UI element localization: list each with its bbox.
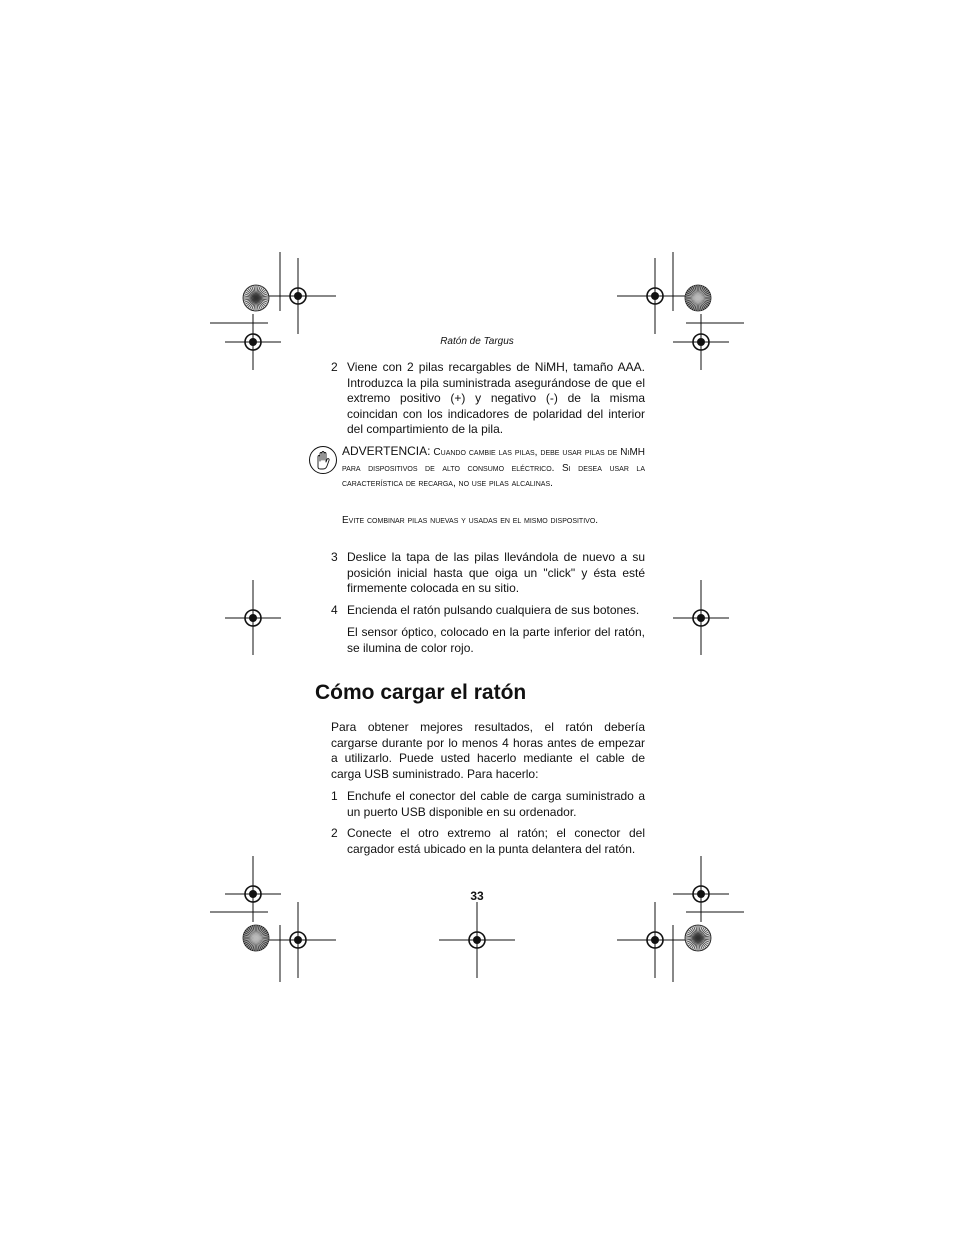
page-number: 33 xyxy=(470,889,484,903)
list-item-charge-step-1: 1 Enchufe el conector del cable de carga suministrado a un puerto USB disponible en su ordenador. xyxy=(331,789,645,819)
color-target-icon xyxy=(685,285,711,311)
list-item-step-3: 3 Deslice la tapa de las pilas llevándola de nuevo a su posición inicial hasta que oiga un "click" y ésta esté firmemente colocada en su sitio. xyxy=(331,550,645,596)
list-item-charge-step-2: 2 Conecte el otro extremo al ratón; el conector del cargador está ubicado en la punta delantera del ratón. xyxy=(331,826,645,856)
warning-note xyxy=(342,444,645,492)
registration-mark-icon xyxy=(260,902,336,978)
hand-stop-icon xyxy=(308,445,338,475)
warning-label: ADVERTENCIA: xyxy=(342,444,431,458)
warning-text: Cuando cambie las pilas, debe usar pilas de NiMH para dispositivos de alto consumo eléctrico. Si desea usar la característica de recarga, no use pilas alcalinas. xyxy=(342,447,645,489)
list-item-step-2: 2 Viene con 2 pilas recargables de NiMH, tamaño AAA. Introduzca la pila suministrada asegurándose de que el extremo positivo (+) y negativo (-) de la misma coincidan con los indicadores de polaridad del interior del compartimiento de la pila. xyxy=(331,360,645,437)
registration-mark-icon xyxy=(617,902,693,978)
warning-note-2: Evite combinar pilas nuevas y usadas en el mismo dispositivo. xyxy=(342,515,599,526)
color-target-icon xyxy=(243,285,269,311)
running-header: Ratón de Targus xyxy=(440,336,514,347)
registration-mark-icon xyxy=(260,258,336,334)
section-title: Cómo cargar el ratón xyxy=(315,681,527,704)
registration-mark-icon xyxy=(617,258,693,334)
section-intro: Para obtener mejores resultados, el ratón debería cargarse durante por lo menos 4 horas antes de empezar a utilizarlo. Puede usted hacerlo mediante el cable de carga USB suministrado. Para hacerlo: xyxy=(331,720,645,781)
step-4-note: El sensor óptico, colocado en la parte inferior del ratón, se ilumina de color rojo. xyxy=(347,625,645,655)
color-target-icon xyxy=(685,925,711,951)
list-item-step-4: 4 Encienda el ratón pulsando cualquiera de sus botones. xyxy=(331,603,640,617)
color-target-icon xyxy=(243,925,269,951)
